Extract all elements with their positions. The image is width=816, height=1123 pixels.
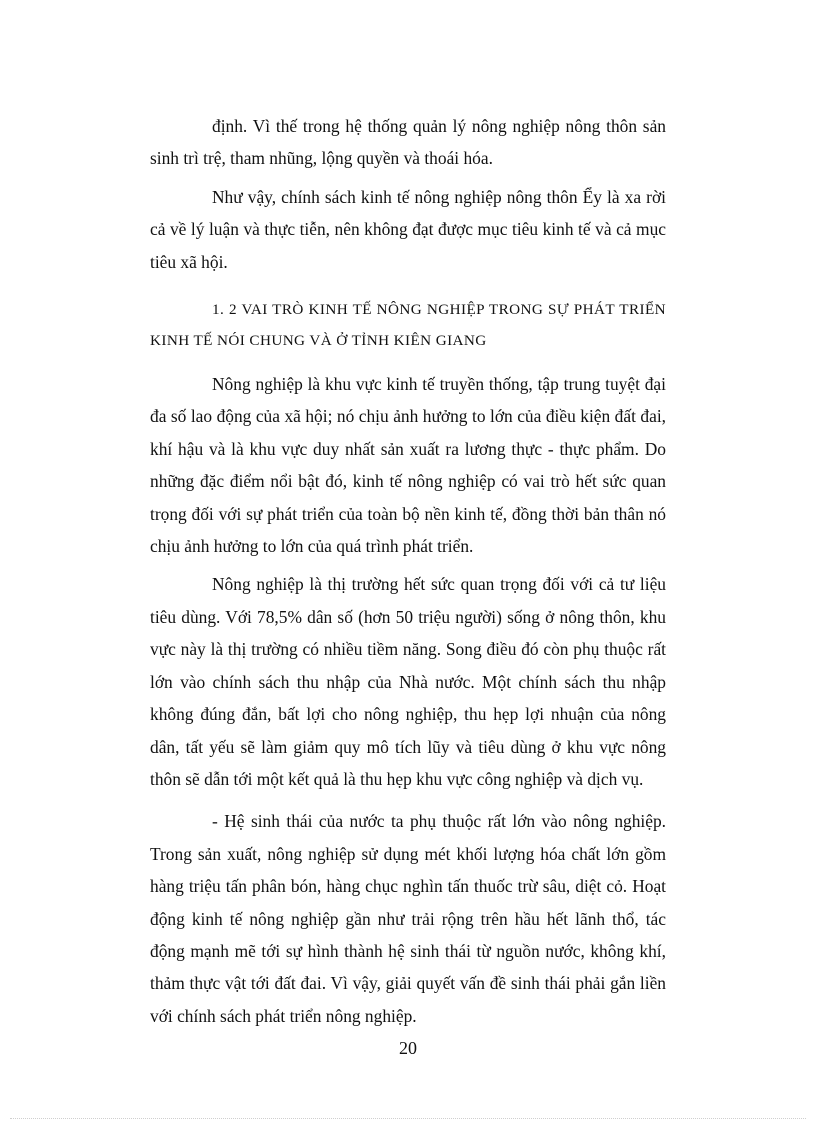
page-bottom-divider [10,1118,806,1119]
paragraph-conclusion: Như vậy, chính sách kinh tế nông nghiệp nông thôn Ểy là xa rời cả về lý luận và thực tiễn, nên không đạt được mục tiêu kinh tế và cả mục tiêu xã hội. [150,186,666,272]
paragraph-continuation: định. Vì thế trong hệ thống quản lý nông nghiệp nông thôn sản sinh trì trệ, tham nhũng, lộng quyền và thoái hóa. [150,116,666,169]
document-page-body [150,110,666,1032]
paragraph-agriculture-market: Nông nghiệp là thị trường hết sức quan trọng đối với cả tư liệu tiêu dùng. Với 78,5% dân số (hơn 50 triệu người) sống ở nông thôn, khu vực này là thị trường có nhiều tiềm năng. Song điều đó còn phụ thuộc rất lớn vào chính sách thu nhập của Nhà nước. Một chính sách thu nhập không đúng đắn, bất lợi cho nông nghiệp, thu hẹp lợi nhuận của nông dân, tất yếu sẽ làm giảm quy mô tích lũy và tiêu dùng ở khu vực nông thôn sẽ dẫn tới một kết quả là thu hẹp khu vực công nghiệp và dịch vụ. [150,574,666,789]
paragraph-agriculture-role: Nông nghiệp là khu vực kinh tế truyền thống, tập trung tuyệt đại đa số lao động của xã hội; nó chịu ảnh hưởng to lớn của điều kiện đất đai, khí hậu và là khu vực duy nhất sản xuất ra lương thực - thực phẩm. Do những đặc điểm nổi bật đó, kinh tế nông nghiệp có vai trò hết sức quan trọng đối với sự phát triển của toàn bộ nền kinh tế, đồng thời bản thân nó chịu ảnh hưởng to lớn của quá trình phát triển. [150,374,666,557]
page-number: 20 [399,1038,417,1058]
section-heading: 1. 2 VAI TRÒ KINH TẾ NÔNG NGHIỆP TRONG SỰ PHÁT TRIỂN KINH TẾ NÓI CHUNG VÀ Ở TỈNH KIÊN GIANG [150,301,666,350]
paragraph-ecosystem: - Hệ sinh thái của nước ta phụ thuộc rất lớn vào nông nghiệp. Trong sản xuất, nông nghiệp sử dụng mét khối lượng hóa chất lớn gồm hàng triệu tấn phân bón, hàng chục nghìn tấn thuốc trừ sâu, diệt cỏ. Hoạt động kinh tế nông nghiệp gần như trải rộng trên hầu hết lãnh thổ, tác động mạnh mẽ tới sự hình thành hệ sinh thái từ nguồn nước, không khí, thảm thực vật tới đất đai. Vì vậy, giải quyết vấn đề sinh thái phải gắn liền với chính sách phát triển nông nghiệp. [150,811,666,1026]
